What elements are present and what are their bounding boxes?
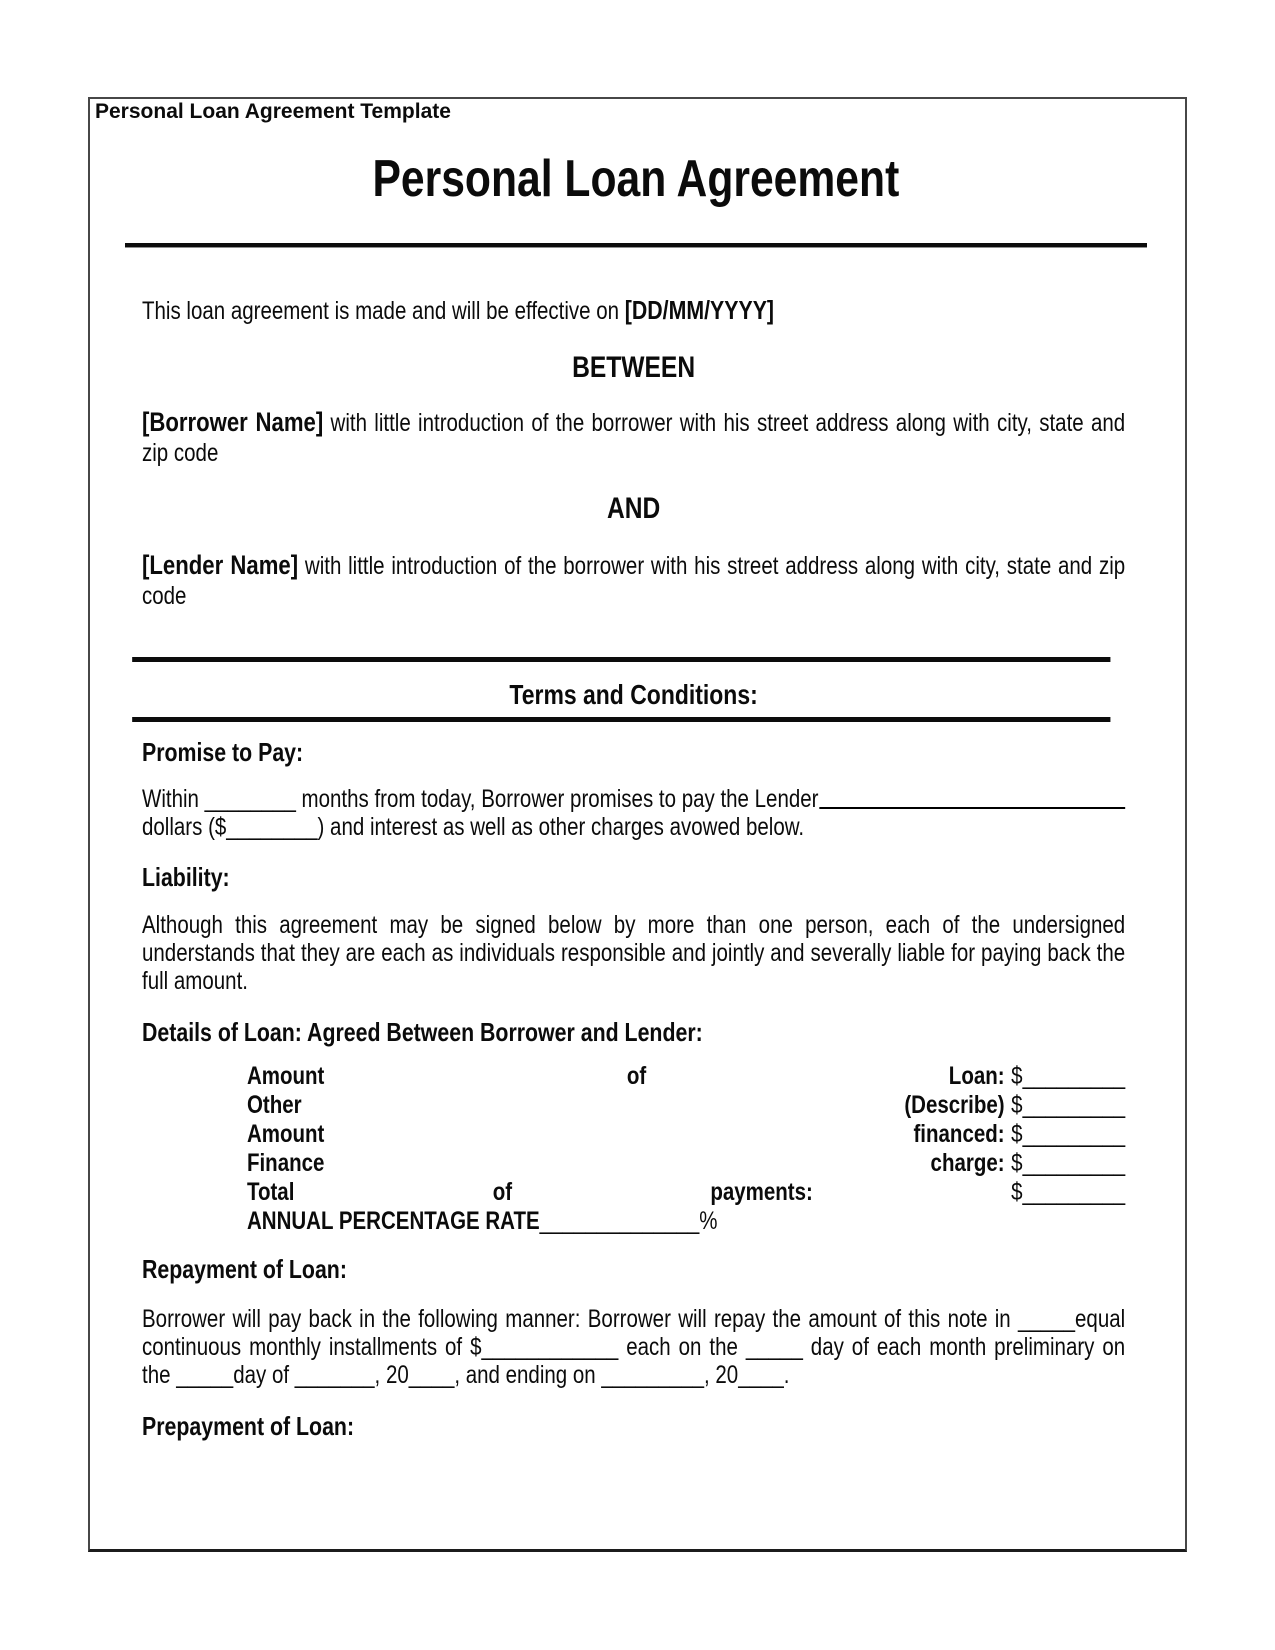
document-border-box: [88, 97, 1187, 1552]
row-label: (Describe): [904, 1091, 1005, 1119]
row-label: Other: [246, 1091, 302, 1119]
total-of-payments-row: [247, 1178, 1125, 1207]
terms-bottom-rule: [132, 717, 1110, 722]
finance-charge-row: [247, 1149, 1125, 1178]
document-body: [142, 296, 1125, 1442]
prepayment-heading: Prepayment of Loan:: [142, 1411, 355, 1441]
effective-date-line: [142, 296, 1125, 325]
promise-line-1: [142, 785, 1125, 813]
row-label: Total: [246, 1178, 295, 1206]
promise-line-2: dollars ($________) and interest as well as other charges avowed below.: [142, 813, 805, 841]
row-label: financed:: [913, 1120, 1005, 1148]
row-label: Amount: [246, 1120, 325, 1148]
total-of-payments-blank: $_________: [1011, 1178, 1126, 1206]
other-describe-row: [247, 1091, 1125, 1120]
borrower-description: with little introduction of the borrower with his street address along with city, state and zip code: [142, 409, 1126, 467]
row-value-group: [931, 1149, 1126, 1178]
row-label: Amount: [246, 1062, 325, 1090]
amount-of-loan-row: [247, 1062, 1125, 1091]
annual-percentage-rate-row: [247, 1207, 1125, 1236]
terms-top-rule: [132, 657, 1110, 662]
borrower-name-placeholder: [Borrower Name]: [142, 407, 324, 437]
promise-to-pay-heading: Promise to Pay:: [142, 737, 304, 767]
between-heading: BETWEEN: [572, 351, 696, 384]
lender-paragraph: [142, 550, 1125, 611]
row-label: of: [492, 1178, 513, 1206]
borrower-paragraph: [142, 407, 1125, 468]
amount-financed-row: [247, 1120, 1125, 1149]
apr-blank: ______________: [539, 1207, 700, 1235]
amount-of-loan-blank: $_________: [1011, 1062, 1126, 1090]
template-header-label: Personal Loan Agreement Template: [95, 100, 451, 123]
row-label: ANNUAL PERCENTAGE RATE: [246, 1207, 540, 1235]
lender-name-blank-underline: [819, 785, 1125, 809]
percent-sign: %: [699, 1207, 718, 1235]
loan-details-table: [247, 1062, 1125, 1236]
row-value-group: [913, 1120, 1125, 1149]
and-heading: AND: [606, 492, 661, 525]
row-value-group: [904, 1091, 1125, 1120]
title-underline-rule: [125, 243, 1147, 248]
effective-date-text: This loan agreement is made and will be effective on: [142, 297, 625, 325]
row-label: Finance: [246, 1149, 325, 1177]
row-label: Loan:: [948, 1062, 1005, 1090]
row-label: payments:: [710, 1178, 813, 1206]
loan-details-heading: Details of Loan: Agreed Between Borrower and Lender:: [142, 1017, 703, 1047]
repayment-paragraph: Borrower will pay back in the following manner: Borrower will repay the amount of this note in _____equal continuous monthly installments of $____________ each on the _____ day of each month preliminary on the _____day of _______, 20____, and ending on _________, 20____.: [142, 1305, 1126, 1389]
row-label: of: [626, 1062, 647, 1090]
lender-description: with little introduction of the borrower with his street address along with city, state and zip code: [142, 552, 1126, 610]
row-value-group: [949, 1062, 1125, 1091]
date-placeholder: [DD/MM/YYYY]: [624, 295, 775, 325]
document-title-text: Personal Loan Agreement: [372, 150, 900, 208]
document-title: [125, 151, 1147, 207]
promise-line-1-text: Within ________ months from today, Borrower promises to pay the Lender: [142, 785, 819, 813]
terms-heading: Terms and Conditions:: [509, 679, 758, 710]
lender-name-placeholder: [Lender Name]: [142, 550, 299, 580]
row-label: charge:: [930, 1149, 1005, 1177]
finance-charge-blank: $_________: [1011, 1149, 1126, 1177]
liability-paragraph: Although this agreement may be signed below by more than one person, each of the undersigned understands that they are each as individuals responsible and jointly and severally liable for paying back the full amount.: [142, 911, 1126, 995]
liability-heading: Liability:: [142, 862, 230, 892]
other-describe-blank: $_________: [1011, 1091, 1126, 1119]
amount-financed-blank: $_________: [1011, 1120, 1126, 1148]
repayment-heading: Repayment of Loan:: [142, 1254, 347, 1284]
